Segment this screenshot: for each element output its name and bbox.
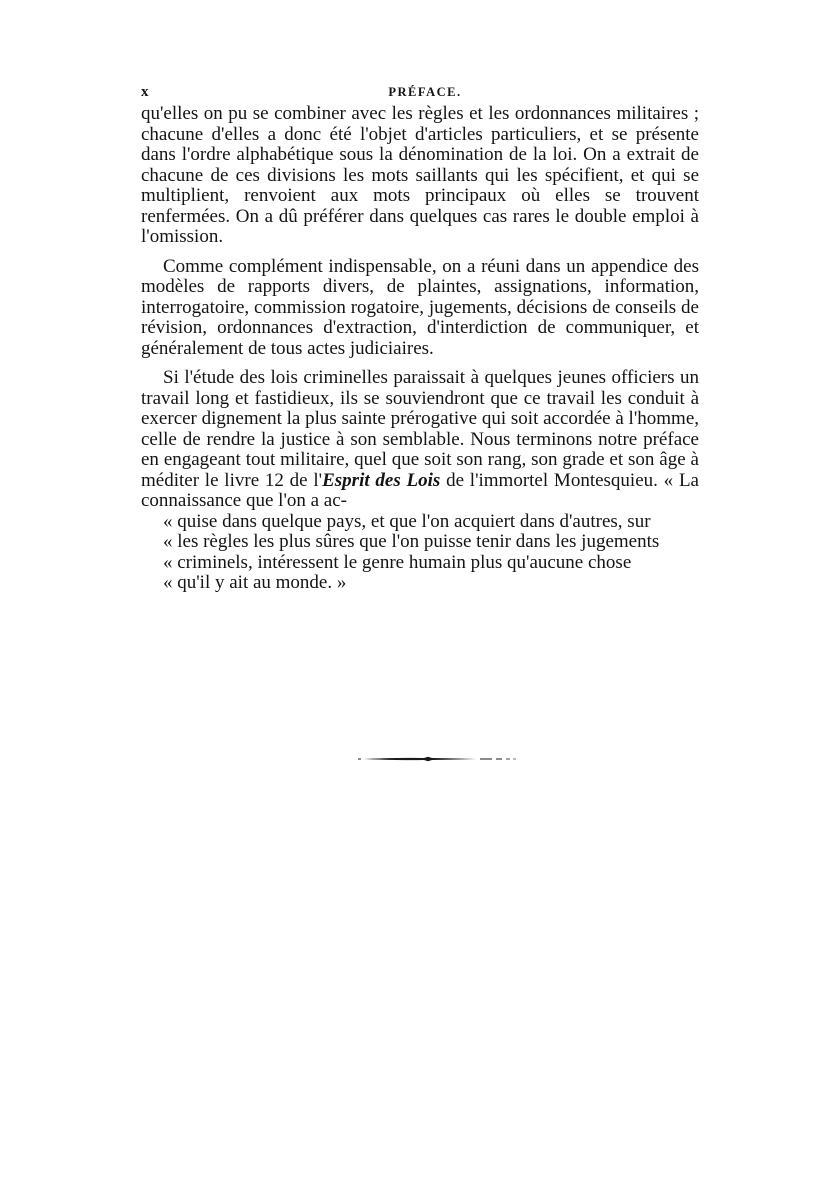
paragraph-continuation: qu'elles on pu se combiner avec les règles et les ordonnances militaires ; chacune d'elles a donc été l'objet d'articles particuliers, et se présente dans l'ordre alphabétique sous la dénomination de la loi. On a extrait de chacune de ces divisions les mots saillants qui les spécifient, et qui se multiplient, renvoient aux mots principaux où elles se trouvent renfermées. On a dû préférer dans quelques cas rares le double emploi à l'omission. (141, 103, 699, 247)
page-number: x (141, 84, 150, 100)
quote-line: « qu'il y ait au monde. » (163, 572, 347, 593)
paragraph-appendix: Comme complément indispensable, on a réuni dans un appendice des modèles de rapports divers, de plaintes, assignations, information, interrogatoire, commission rogatoire, jugements, décisions de conseils de révision, ordonnances d'extraction, d'interdiction de communiquer, et généralement de tous actes judiciaires. (141, 255, 699, 359)
page-body (141, 104, 699, 594)
paragraph-closing (141, 368, 699, 594)
closing-text-start: Si l'étude des lois criminelles paraissait à quelques jeunes officiers un travail long et fastidieux, ils se souviendront que ce travail les conduit à exercer dignement la plus sainte prérogative qui soit accordée à l'homme, celle de rendre la justice à son semblable. Nous terminons notre préface en engageant tout militaire, quel que soit son rang, son grade et son âge à méditer le livre 12 de l' (141, 367, 699, 491)
quote-line: « quise dans quelque pays, et que l'on acquiert dans d'autres, sur (163, 510, 651, 532)
quote-line: « les règles les plus sûres que l'on puisse tenir dans les jugements (163, 531, 660, 552)
quote-line: « criminels, intéressent le genre humain plus qu'aucune chose (163, 551, 632, 573)
book-title: Esprit des Lois (322, 469, 441, 491)
end-rule-ornament (358, 752, 518, 766)
closing-text-end: de l'immortel Montesquieu. « La connaissance que l'on a ac- (141, 469, 699, 511)
running-title: PRÉFACE. (388, 85, 462, 99)
